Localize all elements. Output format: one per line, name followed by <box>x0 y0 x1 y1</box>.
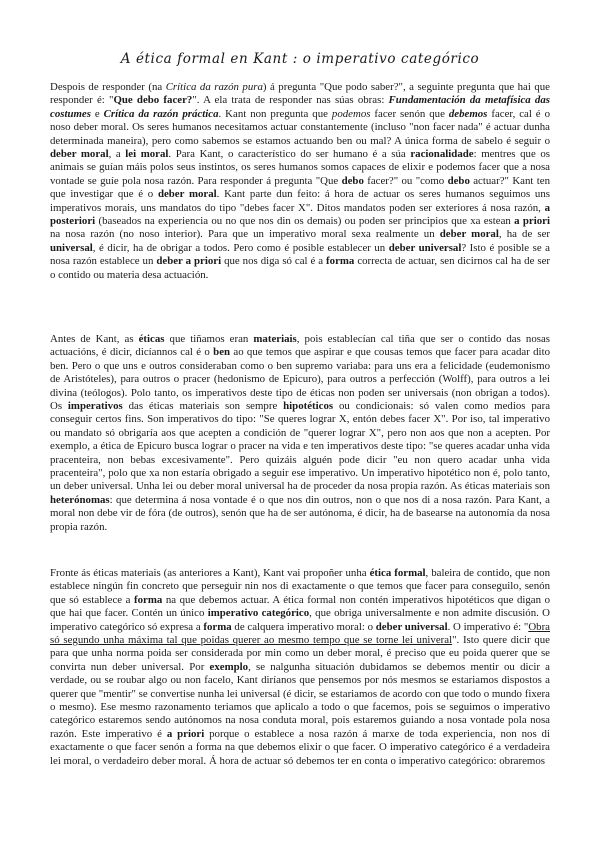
bold-term: éticas <box>138 333 165 345</box>
bold-term: deber a priori <box>156 255 222 268</box>
bold-term: hipotéticos <box>283 400 334 413</box>
bold-term: debemos <box>448 107 488 120</box>
italic-term: podemos <box>331 107 371 120</box>
paragraph-2: Antes de Kant, as éticas que tiñamos eran materiais, pois establecían cal tiña que ser o contido das nosas actuacións, é dicir, dicíannos cal é o ben ao que temos que aspirar e que cousas temos que facer para acadar dito ben. Pero o que uns e outros consideraban como o ben supremo variaba: para uns era a felicidade (eudemonismo de Aristóteles), para outros o pracer (hedonismo de Epicuro), para outros a perfección (Wolff), para outros a lei divina (teólogos). Polo tanto, os imperativos deste tipo de éticas non poden ser universais (non obrigan a todos). Os imperativos das éticas materiais son sempre hipotéticos ou condicionais: só valen como medios para conseguir certos fins. Son imperativos do tipo: "Se queres lograr X, entón debes facer X". Por iso, tal imperativo ou mandato só obrigaría aos que acepten a condición de "querer lograr X", pero non aos que non a acepten. Por exemplo, a ética de Epicuro busca lograr o pracer na vida e ten imperativos deste tipo: "se queres acadar unha vida pracenteira, non bebas excesivamente". Pero quizáis alguén pode dicir "eu non quero acadar unha vida pracenteira", polo que xa non estaría obrigado a seguir ese imperativo. Un imperativo hipotético non é, polo tanto, un deber universal. Unha lei ou deber moral universal ha de proceder da nosa propia razón. As éticas materiais son heterónomas: que determina á nosa vontade é o que nos din outros, non o que nos di a nosa razón. Para Kant, a moral non debe vir de fóra (de outros), senón que ha de ser autónoma, é dicir, ha de basearse na autonomía da nosa propia razón. <box>50 333 551 533</box>
document-title: A ética formal en Kant : o imperativo categórico <box>120 51 480 67</box>
bold-term: Crítica da razón práctica <box>103 107 219 120</box>
bold-term: Que debo facer? <box>113 94 193 107</box>
bold-term: heterónomas <box>50 493 110 506</box>
bold-term: a priori <box>514 215 550 228</box>
bold-term: deber moral <box>50 148 109 161</box>
bold-term: debo <box>447 174 470 187</box>
bold-term: universal <box>50 241 93 254</box>
bold-term: deber moral <box>157 188 217 201</box>
paragraph-3: Fronte ás éticas materiais (as anteriores a Kant), Kant vai propoñer unha ética formal, baleira de contido, que non establece ningún fin concreto que perseguir nin nos di exactamente o que temos que facer para conseguilo, senón que só establece a forma na que debemos actuar. A ética formal non contén imperativos hipotéticos que digan o que hai que facer. Contén un único imperativo categórico, que obriga universalmente e non admite discusión. O imperativo categórico só expresa a forma de calquera imperativo moral: o deber universal. O imperativo é: "Obra só segundo unha máxima tal que poidas querer ao mesmo tempo que se torne lei univeral". Isto quere dicir que para que unha norma poida ser considerada por min como un deber moral, é preciso que eu poida querer que se convirta nun deber universal. Por exemplo, se nalgunha situación dubidamos se debemos mentir ou dicir a verdade, ou se roubar algo ou non facelo, Kant diríanos que pensemos por nós mesmos se estariamos dispostos a querer que "mentir" se convertise nunha lei universal (é dicir, se estariamos de acordo con que todo o mundo fixera o mesmo). Ese mesmo razonamento teriamos que aplicalo a todo o que facemos, pois se seguimos o imperativo categórico estaremos sendo autónomos na nosa conduta moral, pois estaremos guiando a nosa vontade pola nosa razón. Este imperativo é a priori porque o establece a nosa razón á marxe de toda experiencia, non nos di exactamente o que facer senón a forma na que debemos elixir o que facer. O imperativo categórico é a verdadeira lei moral, o verdadeiro deber moral. Á hora de actuar só debemos ter en conta o imperativo categórico: obraremos <box>50 567 550 767</box>
categorical-imperative-quote: Obra só segundo unha máxima tal que poidas querer ao mesmo tempo que se torne lei univeral <box>50 620 550 647</box>
bold-term: forma <box>203 620 232 633</box>
bold-term: imperativo categórico <box>207 607 310 620</box>
bold-term: a priori <box>166 727 205 740</box>
bold-term: materiais <box>253 333 297 345</box>
italic-term: Crítica da razón pura <box>165 81 263 93</box>
bold-term: deber universal <box>388 241 462 254</box>
bold-term: deber moral <box>439 228 499 241</box>
bold-term: ética formal <box>369 567 426 579</box>
bold-term: Fundamentación da metafísica das costumes <box>50 94 550 120</box>
bold-term: ben <box>213 346 231 359</box>
bold-term: lei moral <box>125 148 169 161</box>
bold-term: exemplo <box>209 660 249 673</box>
document-page <box>50 0 550 848</box>
bold-term: racionalidade <box>410 148 474 161</box>
bold-term: forma <box>326 255 355 268</box>
bold-term: a posteriori <box>50 201 550 228</box>
bold-term: imperativos <box>67 400 123 413</box>
bold-term: forma <box>134 593 163 606</box>
bold-term: debo <box>341 174 364 187</box>
bold-term: deber universal <box>375 620 448 633</box>
paragraph-1: Despois de responder (na Crítica da razón pura) á pregunta "Que podo saber?", a seguinte pregunta que hai que responder é: "Que debo facer?". A ela trata de responder nas súas obras: Fundamentación da metafísica das costumes e Crítica da razón práctica. Kant non pregunta que podemos facer senón que debemos facer, cal é o noso deber moral. Os seres humanos necesitamos actuar constantemente (incluso "non facer nada" é actuar dunha determinada maneira), pero como sabemos se estamos actuando ben ou mal? A única forma de sabelo é seguir o deber moral, a lei moral. Para Kant, o característico do ser humano é a súa racionalidade: mentres que os animais se guían máis polos seus instintos, os seres humanos somos capaces de elixir e podemos facer que a nosa vontade se guíe pola nosa razón. Para responder á pregunta "Que debo facer?" ou "como debo actuar?" Kant ten que investigar que é o deber moral. Kant parte dun feito: á hora de actuar os seres humanos seguimos uns imperativos morais, uns mandatos do tipo "debes facer X". Ditos mandatos poden ser exteriores á nosa razón, a posteriori (baseados na experiencia ou no que nos din os demais) ou poden ser principios que xa estean a priori na nosa razón (no noso interior). Para que un imperativo moral sexa realmente un deber moral, ha de ser universal, é dicir, ha de obrigar a todos. Pero como é posible establecer un deber universal? Isto é posible se a nosa razón establece un deber a priori que nos diga só cal é a forma correcta de actuar, sen dicirnos cal ha de ser o contido ou materia desa actuación. <box>50 81 551 281</box>
